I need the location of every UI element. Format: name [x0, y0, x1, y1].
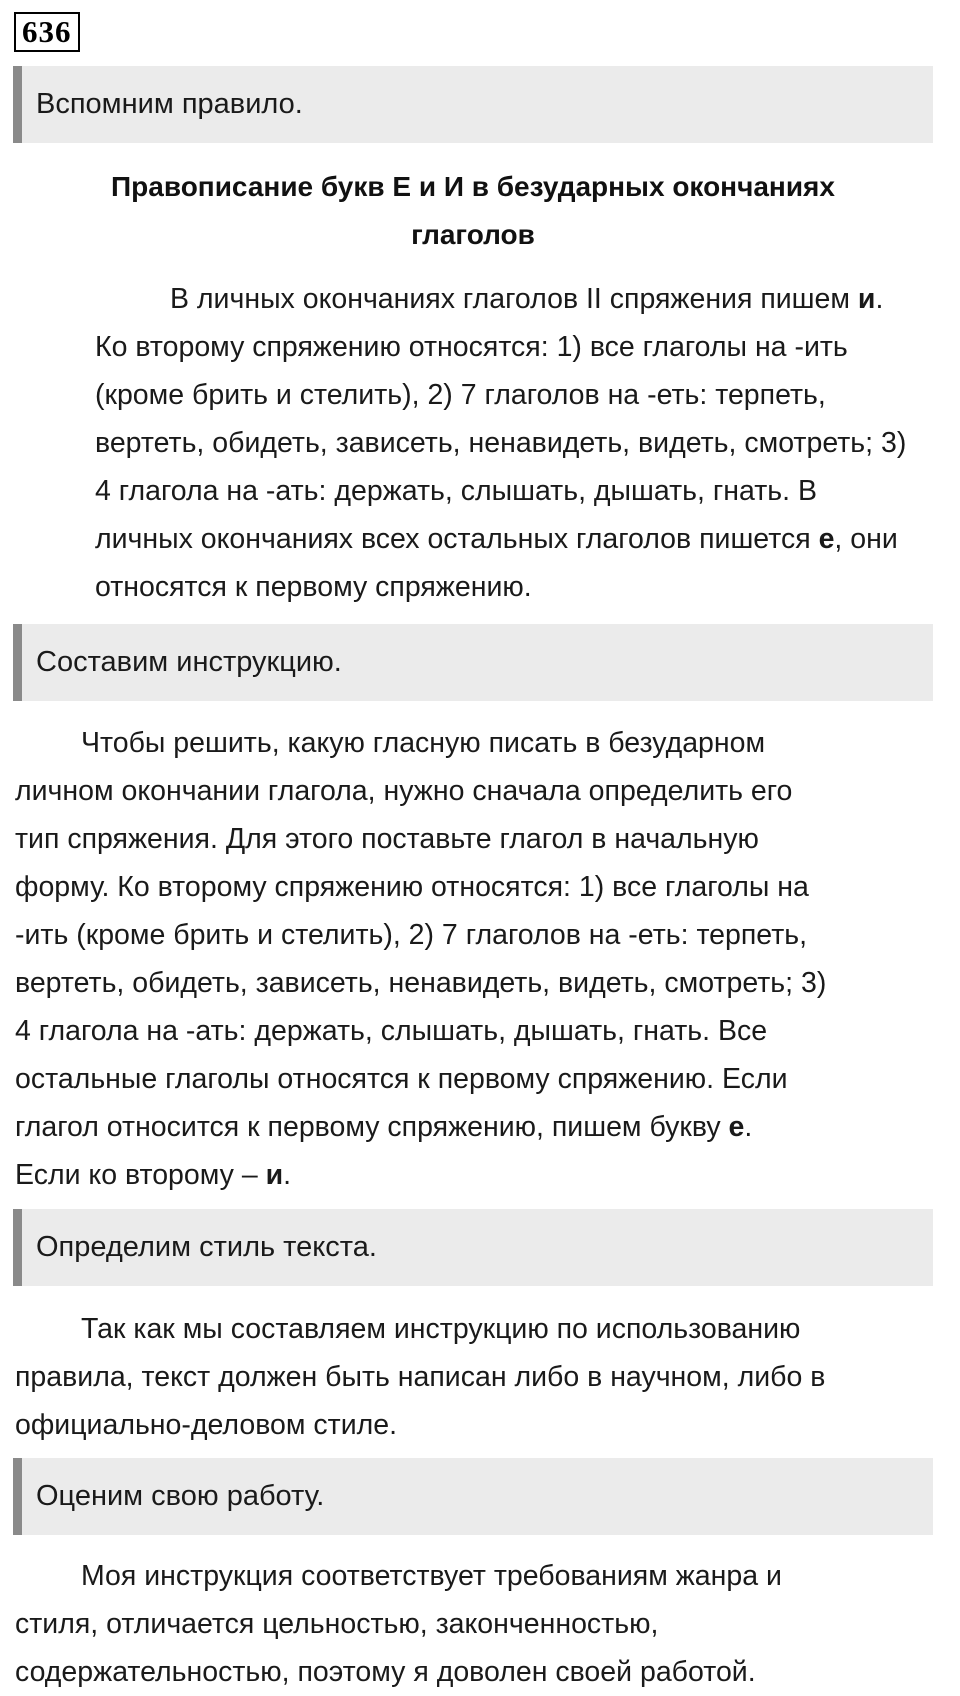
bold-letter: е	[818, 523, 835, 555]
paragraph-line: личных окончаниях всех остальных глаголов пишется е, они	[95, 523, 898, 555]
paragraph-line: правила, текст должен быть написан либо в научном, либо в	[15, 1361, 826, 1393]
task-number: 636	[14, 12, 80, 52]
paragraph-line: Если ко второму – и.	[15, 1159, 292, 1191]
section-header-rule: Вспомним правило.	[13, 66, 933, 143]
section-header-evaluation: Оценим свою работу.	[13, 1458, 933, 1535]
paragraph-line: глагол относится к первому спряжению, пишем букву е.	[15, 1111, 753, 1143]
instruction-paragraph	[15, 719, 945, 1199]
paragraph-line: 4 глагола на -ать: держать, слышать, дышать, гнать. В	[95, 475, 817, 507]
paragraph-line: официально-деловом стиле.	[15, 1409, 398, 1441]
paragraph-line: вертеть, обидеть, зависеть, ненавидеть, видеть, смотреть; 3)	[95, 427, 907, 459]
bold-letter: и	[265, 1159, 284, 1191]
rule-paragraph	[15, 275, 945, 611]
paragraph-line: относятся к первому спряжению.	[95, 571, 532, 603]
evaluation-paragraph	[15, 1552, 945, 1696]
bold-letter: е	[728, 1111, 745, 1143]
rule-title	[13, 163, 933, 259]
style-paragraph	[15, 1305, 945, 1449]
section-header-style: Определим стиль текста.	[13, 1209, 933, 1286]
section-header-instruction: Составим инструкцию.	[13, 624, 933, 701]
paragraph-line: вертеть, обидеть, зависеть, ненавидеть, видеть, смотреть; 3)	[15, 967, 827, 999]
paragraph-line: Так как мы составляем инструкцию по использованию	[81, 1313, 801, 1345]
paragraph-line: стиля, отличается цельностью, законченностью,	[15, 1608, 659, 1640]
paragraph-line: тип спряжения. Для этого поставьте глагол в начальную	[15, 823, 759, 855]
paragraph-line: -ить (кроме брить и стелить), 2) 7 глаголов на -еть: терпеть,	[15, 919, 808, 951]
paragraph-line: Моя инструкция соответствует требованиям жанра и	[81, 1560, 782, 1592]
paragraph-line: Чтобы решить, какую гласную писать в безударном	[81, 727, 766, 759]
rule-title-line: глаголов	[411, 219, 535, 250]
paragraph-line: 4 глагола на -ать: держать, слышать, дышать, гнать. Все	[15, 1015, 768, 1047]
bold-letter: и	[857, 283, 876, 315]
paragraph-line: содержательностью, поэтому я доволен своей работой.	[15, 1656, 756, 1688]
paragraph-line: форму. Ко второму спряжению относятся: 1) все глаголы на	[15, 871, 809, 903]
paragraph-line: Ко второму спряжению относятся: 1) все глаголы на -ить	[95, 331, 848, 363]
paragraph-line: остальные глаголы относятся к первому спряжению. Если	[15, 1063, 788, 1095]
paragraph-line: (кроме брить и стелить), 2) 7 глаголов на -еть: терпеть,	[95, 379, 826, 411]
rule-title-line: Правописание букв Е и И в безударных окончаниях	[111, 171, 835, 202]
paragraph-line: личном окончании глагола, нужно сначала определить его	[15, 775, 793, 807]
paragraph-line: В личных окончаниях глаголов II спряжения пишем и.	[170, 283, 884, 315]
